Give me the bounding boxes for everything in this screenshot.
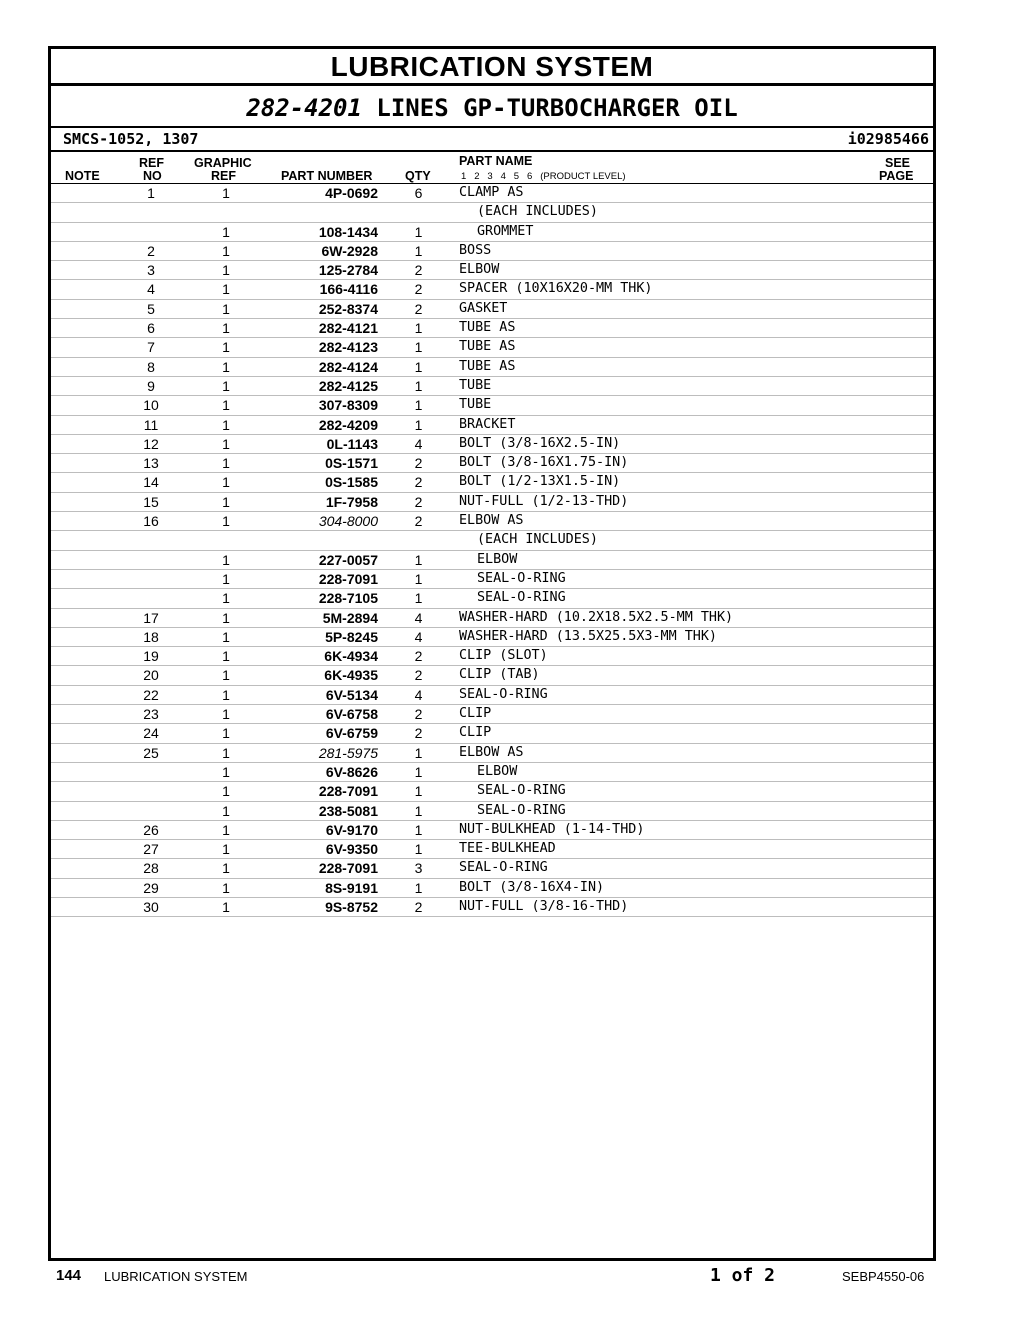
part-number: 282-4209 [318,416,378,433]
part-number: 282-4123 [318,339,378,356]
part-number: 0S-1585 [325,474,378,491]
part-number: 282-4121 [318,320,378,337]
table-row [51,589,933,608]
graphic-ref: 1 [222,435,230,452]
parts-table-body [51,184,933,917]
graphic-ref: 1 [222,783,230,800]
part-number: 252-8374 [318,300,378,317]
ref-no: 1 [147,185,155,201]
table-row [51,705,933,724]
quantity: 1 [414,802,423,819]
table-row [51,782,933,801]
header-graphic-bottom: REF [211,169,236,183]
page-title: LUBRICATION SYSTEM [51,49,933,86]
header-ref-top: REF [139,156,164,170]
table-row [51,358,933,377]
header-qty: QTY [405,169,431,183]
quantity: 1 [414,783,423,800]
part-number: 6K-4934 [324,648,378,665]
part-number: 9S-8752 [325,898,378,915]
part-name: ELBOW AS [459,513,524,529]
quantity: 4 [414,628,423,645]
ref-no: 8 [147,358,155,375]
part-number: 227-0057 [318,551,378,568]
part-number: 281-5975 [318,744,378,761]
quantity: 1 [414,223,423,240]
quantity: 2 [414,706,423,723]
table-row [51,454,933,473]
part-name: BOLT (3/8-16X2.5-IN) [459,435,621,451]
part-number: 282-4125 [318,377,378,394]
ref-no: 22 [143,686,159,703]
table-row [51,666,933,685]
graphic-ref: 1 [222,320,230,337]
table-row [51,184,933,203]
table-row [51,647,933,666]
ref-no: 17 [143,609,159,626]
smcs-row [51,128,933,152]
table-row [51,686,933,705]
part-number: 307-8309 [318,397,378,414]
page-footer [0,1265,1020,1289]
graphic-ref: 1 [222,590,230,607]
table-row [51,763,933,782]
group-name: LINES GP-TURBOCHARGER OIL [376,94,738,122]
quantity: 1 [414,339,423,356]
graphic-ref: 1 [222,416,230,433]
part-number: 228-7091 [318,783,378,800]
quantity: 2 [414,262,423,279]
table-row [51,744,933,763]
graphic-ref: 1 [222,493,230,510]
part-name: SEAL-O-RING [459,860,548,876]
table-row [51,261,933,280]
footer-section: LUBRICATION SYSTEM [104,1269,248,1284]
graphic-ref: 1 [222,223,230,240]
quantity: 4 [414,609,423,626]
part-name: GROMMET [477,223,534,239]
quantity: 2 [414,667,423,684]
part-name: ELBOW [477,763,518,779]
ref-no: 27 [143,841,159,858]
table-row [51,319,933,338]
part-name: TUBE AS [459,339,516,355]
header-ref-bottom: NO [143,169,162,183]
part-name: SEAL-O-RING [477,802,566,818]
graphic-ref: 1 [222,860,230,877]
table-row [51,570,933,589]
graphic-ref: 1 [222,609,230,626]
part-number: 304-8000 [318,513,378,530]
part-number: 6K-4935 [324,667,378,684]
table-row [51,512,933,531]
table-row [51,531,933,550]
part-number: 6W-2928 [321,242,378,259]
part-name: (EACH INCLUDES) [477,532,598,548]
part-name: SEAL-O-RING [477,783,566,799]
ref-no: 28 [143,860,159,877]
part-name: TUBE [459,397,492,413]
graphic-ref: 1 [222,262,230,279]
ref-no: 6 [147,320,155,337]
ref-no: 5 [147,300,155,317]
ref-no: 19 [143,648,159,665]
quantity: 2 [414,300,423,317]
part-number: 6V-6759 [325,725,378,742]
table-row [51,802,933,821]
table-row [51,628,933,647]
part-name: SPACER (10X16X20-MM THK) [459,281,653,297]
header-graphic-top: GRAPHIC [194,156,252,170]
graphic-ref: 1 [222,667,230,684]
graphic-ref: 1 [222,898,230,915]
table-row [51,840,933,859]
quantity: 1 [414,821,423,838]
table-row [51,859,933,878]
header-part-number: PART NUMBER [281,169,373,183]
part-number: 0S-1571 [325,455,378,472]
part-number: 1F-7958 [325,493,378,510]
graphic-ref: 1 [222,242,230,259]
group-number: 282-4201 [246,94,362,122]
part-number: 5M-2894 [322,609,378,626]
part-name: CLIP (TAB) [459,667,540,683]
part-number: 4P-0692 [325,185,378,201]
quantity: 1 [414,841,423,858]
part-name: TUBE AS [459,320,516,336]
header-see-bottom: PAGE [879,169,914,183]
quantity: 2 [414,474,423,491]
header-product-levels: 1 2 3 4 5 6 (PRODUCT LEVEL) [461,171,626,182]
quantity: 1 [414,551,423,568]
graphic-ref: 1 [222,744,230,761]
part-name: TEE-BULKHEAD [459,841,556,857]
illustration-id: i02985466 [847,130,929,148]
part-number: 166-4116 [319,281,378,298]
ref-no: 13 [143,455,159,472]
quantity: 1 [414,358,423,375]
quantity: 1 [414,377,423,394]
part-number: 0L-1143 [326,435,378,452]
table-row [51,493,933,512]
graphic-ref: 1 [222,706,230,723]
table-row [51,879,933,898]
ref-no: 4 [147,281,155,298]
graphic-ref: 1 [222,763,230,780]
ref-no: 30 [143,898,159,915]
ref-no: 29 [143,879,159,896]
ref-no: 3 [147,262,155,279]
ref-no: 7 [147,339,155,356]
graphic-ref: 1 [222,281,230,298]
footer-sheet: 1 of 2 [710,1265,776,1286]
quantity: 2 [414,725,423,742]
graphic-ref: 1 [222,628,230,645]
quantity: 1 [414,763,423,780]
part-name: BOLT (3/8-16X4-IN) [459,879,605,895]
table-row [51,242,933,261]
table-row [51,435,933,454]
ref-no: 10 [143,397,159,414]
ref-no: 15 [143,493,159,510]
part-name: BOSS [459,242,492,258]
part-number: 228-7105 [318,590,378,607]
quantity: 1 [414,879,423,896]
quantity: 1 [414,320,423,337]
quantity: 1 [414,570,423,587]
ref-no: 16 [143,513,159,530]
graphic-ref: 1 [222,725,230,742]
part-number: 6V-9170 [325,821,378,838]
part-name: NUT-BULKHEAD (1-14-THD) [459,821,645,837]
graphic-ref: 1 [222,802,230,819]
part-number: 238-5081 [318,802,378,819]
graphic-ref: 1 [222,570,230,587]
graphic-ref: 1 [222,686,230,703]
part-number: 6V-6758 [325,706,378,723]
quantity: 1 [414,744,423,761]
table-row [51,300,933,319]
quantity: 4 [414,686,423,703]
graphic-ref: 1 [222,185,230,201]
part-name: NUT-FULL (3/8-16-THD) [459,898,629,914]
quantity: 2 [414,513,423,530]
table-row [51,821,933,840]
quantity: 2 [414,493,423,510]
graphic-ref: 1 [222,339,230,356]
part-name: BOLT (1/2-13X1.5-IN) [459,474,621,490]
part-number: 6V-5134 [325,686,378,703]
graphic-ref: 1 [222,513,230,530]
part-name: CLIP (SLOT) [459,648,548,664]
graphic-ref: 1 [222,397,230,414]
ref-no: 26 [143,821,159,838]
header-part-name: PART NAME [459,154,533,168]
part-number: 6V-9350 [325,841,378,858]
part-number: 125-2784 [318,262,378,279]
smcs-code: SMCS-1052, 1307 [63,130,199,148]
part-name: CLIP [459,725,492,741]
footer-doc-id: SEBP4550-06 [842,1269,925,1284]
part-number: 228-7091 [318,570,378,587]
quantity: 1 [414,397,423,414]
part-name: TUBE AS [459,358,516,374]
table-row [51,396,933,415]
graphic-ref: 1 [222,474,230,491]
part-number: 6V-8626 [325,763,378,780]
part-name: SEAL-O-RING [477,590,566,606]
part-number: 5P-8245 [325,628,378,645]
part-number: 282-4124 [318,358,378,375]
graphic-ref: 1 [222,821,230,838]
table-row [51,416,933,435]
quantity: 2 [414,281,423,298]
part-name: WASHER-HARD (10.2X18.5X2.5-MM THK) [459,609,734,625]
part-name: SEAL-O-RING [459,686,548,702]
part-name: GASKET [459,300,508,316]
part-name: CLAMP AS [459,185,524,200]
graphic-ref: 1 [222,551,230,568]
graphic-ref: 1 [222,377,230,394]
graphic-ref: 1 [222,648,230,665]
table-row [51,377,933,396]
quantity: 1 [414,416,423,433]
ref-no: 2 [147,242,155,259]
ref-no: 25 [143,744,159,761]
quantity: 1 [414,242,423,259]
part-name: ELBOW [477,551,518,567]
part-name: BOLT (3/8-16X1.75-IN) [459,455,629,471]
part-name: TUBE [459,377,492,393]
quantity: 2 [414,648,423,665]
graphic-ref: 1 [222,841,230,858]
part-name: CLIP [459,706,492,722]
footer-page-number: 144 [56,1267,82,1284]
table-row [51,280,933,299]
ref-no: 12 [143,435,159,452]
header-see-top: SEE [885,156,911,170]
ref-no: 18 [143,628,159,645]
ref-no: 14 [143,474,159,491]
part-name: ELBOW [459,262,500,278]
header-note: NOTE [65,169,100,183]
part-name: ELBOW AS [459,744,524,760]
quantity: 1 [414,590,423,607]
ref-no: 9 [147,377,155,394]
graphic-ref: 1 [222,358,230,375]
quantity: 6 [414,185,423,201]
part-number: 108-1434 [318,223,378,240]
graphic-ref: 1 [222,455,230,472]
graphic-ref: 1 [222,300,230,317]
table-row [51,724,933,743]
part-number: 228-7091 [318,860,378,877]
part-name: WASHER-HARD (13.5X25.5X3-MM THK) [459,628,717,644]
quantity: 2 [414,898,423,915]
ref-no: 20 [143,667,159,684]
ref-no: 11 [143,416,159,433]
table-row [51,338,933,357]
table-row [51,203,933,222]
table-row [51,473,933,492]
quantity: 4 [414,435,423,452]
ref-no: 23 [143,706,159,723]
quantity: 2 [414,455,423,472]
table-row [51,551,933,570]
ref-no: 24 [143,725,159,742]
table-row [51,609,933,628]
graphic-ref: 1 [222,879,230,896]
table-header [51,152,933,184]
part-number: 8S-9191 [325,879,378,896]
parts-list-frame [48,46,936,1261]
part-name: BRACKET [459,416,516,432]
part-name: SEAL-O-RING [477,570,566,586]
part-name: (EACH INCLUDES) [477,204,598,220]
quantity: 3 [414,860,423,877]
table-row [51,223,933,242]
group-title [51,86,933,128]
part-name: NUT-FULL (1/2-13-THD) [459,493,629,509]
table-row [51,898,933,917]
